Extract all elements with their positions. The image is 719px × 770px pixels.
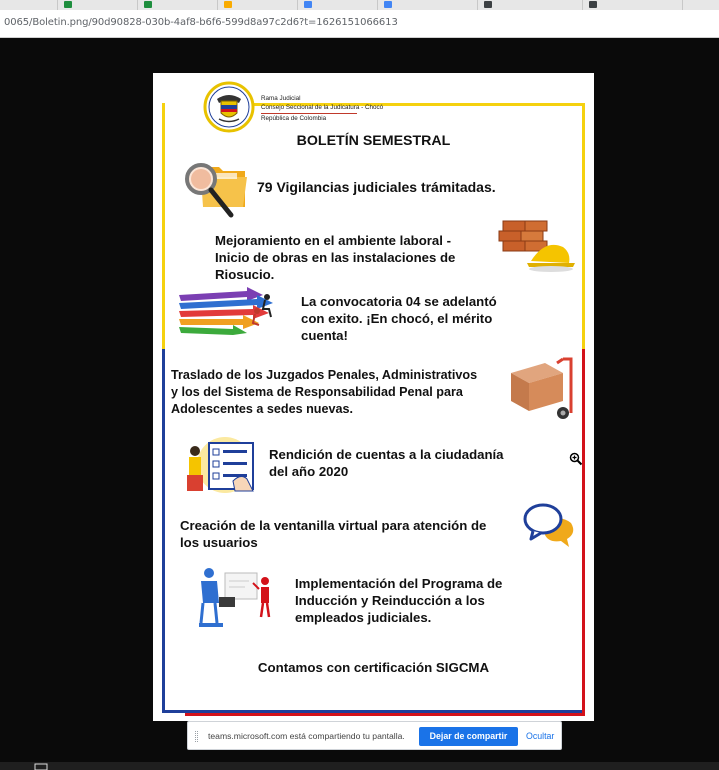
browser-tab[interactable] — [378, 0, 478, 10]
race-arrows-icon — [177, 287, 285, 335]
chat-bubbles-icon — [521, 499, 577, 549]
bulletin-item-7 — [295, 575, 502, 626]
bulletin-image — [153, 73, 594, 721]
hide-button[interactable]: Ocultar — [526, 731, 555, 741]
bulletin-item-text: y los del Sistema de Responsabilidad Penal para — [171, 385, 463, 399]
browser-tab[interactable] — [0, 0, 58, 10]
hand-truck-boxes-icon — [501, 355, 581, 421]
org-line: República de Colombia — [261, 115, 327, 122]
document-icon — [384, 1, 392, 8]
bulletin-item-text: La convocatoria 04 se adelantó — [301, 294, 497, 309]
frame-red-bottom — [185, 713, 585, 716]
bulletin-item-text: Riosucio. — [215, 267, 275, 282]
org-line: Rama Judicial — [261, 95, 301, 102]
bulletin-item-text: con exito. ¡En chocó, el mérito — [301, 311, 493, 326]
browser-tab[interactable] — [583, 0, 683, 10]
frame-red-right — [582, 349, 585, 713]
teacher-board-icon — [197, 567, 277, 633]
bulletin-item-2 — [215, 232, 455, 283]
bulletin-item-text: Creación de la ventanilla virtual para atención de — [180, 518, 487, 533]
browser-tab[interactable] — [58, 0, 138, 10]
colombia-coat-of-arms-icon — [203, 81, 255, 133]
share-message: teams.microsoft.com está compartiendo tu pantalla. — [208, 731, 405, 741]
bulletin-item-3 — [301, 293, 497, 344]
screen-share-notification — [187, 721, 562, 750]
bulletin-item-text: Traslado de los Juzgados Penales, Administrativos — [171, 368, 478, 382]
browser-tab[interactable] — [218, 0, 298, 10]
bulletin-item-text: Adolescentes a sedes nuevas. — [171, 402, 354, 416]
stop-sharing-button[interactable]: Dejar de compartir — [419, 727, 518, 746]
bulletin-item-1 — [257, 179, 496, 196]
bulletin-item-text: del año 2020 — [269, 464, 349, 479]
page-icon — [589, 1, 597, 8]
bulletin-item-6 — [180, 517, 486, 551]
browser-tab[interactable] — [478, 0, 583, 10]
construction-bricks-icon — [497, 217, 577, 275]
certification-line: Contamos con certificación SIGCMA — [257, 660, 490, 675]
checklist-person-icon — [181, 435, 265, 497]
page-icon — [484, 1, 492, 8]
zoom-cursor-icon — [569, 452, 583, 466]
organization-header — [261, 94, 383, 123]
taskbar — [0, 762, 719, 770]
bulletin-item-text: cuenta! — [301, 328, 348, 343]
folder-icon — [224, 1, 232, 8]
bulletin-item-text: Inicio de obras en las instalaciones de — [215, 250, 456, 265]
bulletin-item-text: Implementación del Programa de — [295, 576, 503, 591]
bulletin-item-5 — [269, 446, 504, 480]
bulletin-item-text: Mejoramiento en el ambiente laboral - — [215, 233, 451, 248]
spreadsheet-icon — [144, 1, 152, 8]
bulletin-item-text: los usuarios — [180, 535, 258, 550]
magnifier-folder-icon — [181, 157, 251, 219]
bulletin-item-text: empleados judiciales. — [295, 610, 432, 625]
bulletin-item-text: Rendición de cuentas a la ciudadanía — [269, 447, 504, 462]
browser-tab[interactable] — [298, 0, 378, 10]
bulletin-item-4 — [171, 367, 477, 418]
org-line: Consejo Seccional de la Judicatura - Chocó — [261, 104, 384, 111]
browser-tab[interactable] — [138, 0, 218, 10]
url-text: 0065/Boletin.png/90d90828-030b-4af8-b6f6-599d8a97c2d6?t=1626151066613 — [4, 17, 398, 28]
document-icon — [304, 1, 312, 8]
bulletin-item-text: Inducción y Reinducción a los — [295, 593, 485, 608]
address-bar[interactable] — [0, 10, 719, 38]
frame-blue-left — [162, 349, 165, 713]
browser-tab-strip — [0, 0, 719, 10]
window-icon[interactable] — [34, 763, 48, 770]
spreadsheet-icon — [64, 1, 72, 8]
drag-handle-icon[interactable] — [195, 731, 198, 742]
bulletin-title: BOLETÍN SEMESTRAL — [296, 133, 451, 149]
bulletin-item-text: 79 Vigilancias judiciales trámitadas. — [257, 179, 496, 195]
